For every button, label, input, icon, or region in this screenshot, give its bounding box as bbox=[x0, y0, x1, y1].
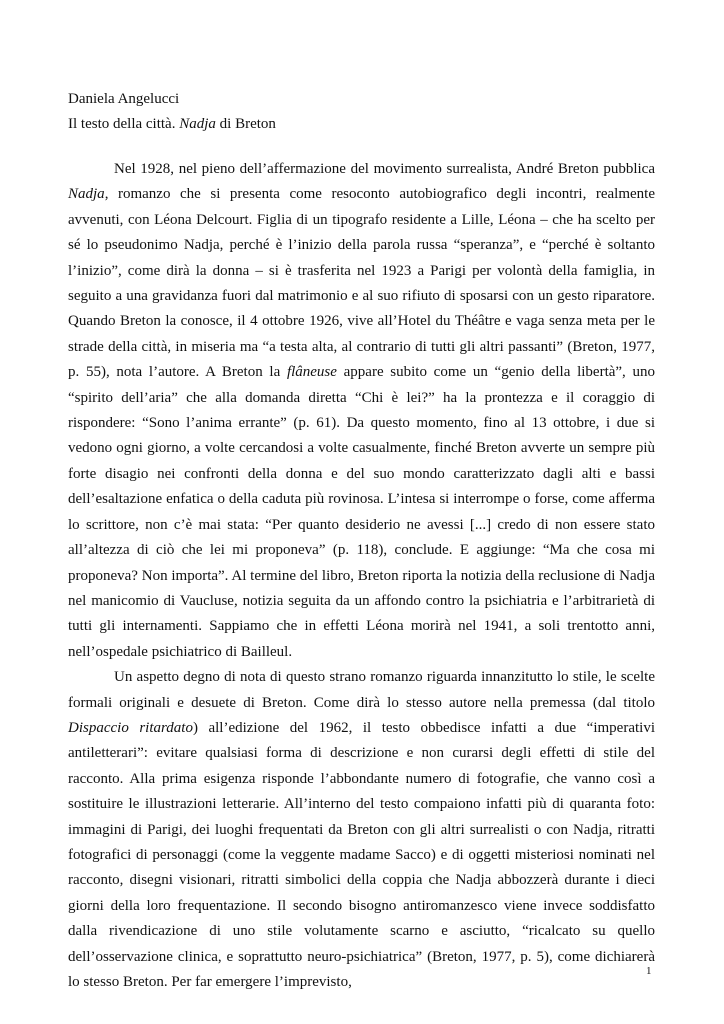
italic-text: Dispaccio ritardato bbox=[68, 719, 193, 736]
document-title bbox=[68, 112, 668, 137]
italic-text: Nadja bbox=[68, 186, 105, 203]
body-text bbox=[68, 157, 655, 995]
document-header bbox=[68, 87, 668, 137]
page-number: 1 bbox=[646, 965, 652, 977]
title-suffix: di Breton bbox=[215, 116, 276, 132]
title-italic: Nadja bbox=[179, 116, 216, 132]
italic-text: flâneuse bbox=[286, 364, 337, 381]
title-prefix: Il testo della città. bbox=[68, 116, 180, 132]
paragraph-text: Nel 1928, nel pieno dell’affermazione del movimento surrealista, André Breton pubblica bbox=[114, 161, 655, 177]
paragraph-text: ) all’edizione del 1962, il testo obbedisce infatti a due “imperativi antiletterari”: evitare qualsiasi forma di descrizione e non curarsi degli effetti di stile del racconto. Alla prima esigenza risponde l’abbondante numero di fotografie, che vanno così a sostituire le illustrazioni letterarie. All’interno del testo compaiono infatti più di quaranta foto: immagini di Parigi, dei luoghi frequentati da Breton con gli altri surrealisti o con Nadja, ritratti fotografici di personaggi (come la veggente madame Sacco) e di oggetti misteriosi nominati nel racconto, disegni visionari, ritratti simbolici della coppia che Nadja abbozzerà durante i dieci giorni della loro frequentazione. Il secondo bisogno antiromanzesco viene invece soddisfatto dalla rivendicazione di uno stile volutamente scarno e asciutto, “ricalcato su quello dell’osservazione clinica, e soprattutto neuro-psichiatrica” (Breton, 1977, p. 5), come dichiarerà lo stesso Breton. Per far emergere l’imprevisto, bbox=[68, 719, 655, 990]
author-name: Daniela Angelucci bbox=[68, 91, 180, 107]
paragraph-text: appare subito come un “genio della libertà”, uno “spirito dell’aria” che alla domanda diretta “Chi è lei?” ha la prontezza e il coraggio di rispondere: “Sono l’anima errante” (p. 61). Da questo momento, fino al 13 ottobre, i due si vedono ogni giorno, a volte cercandosi a volte casualmente, finché Breton avverte un sempre più forte disagio nei confronti della donna e del suo mondo caratterizzato dagli alti e bassi dell’esaltazione enfatica o della caduta più rovinosa. L’intesa si interrompe o forse, come afferma lo scrittore, non c’è mai stata: “Per quanto desiderio ne avessi [...] credo di non essere stato all’altezza di ciò che lei mi proponeva” (p. 118), conclude. E aggiunge: “Ma che cosa mi proponeva? Non importa”. Al termine del libro, Breton riporta la notizia della reclusione di Nadja nel manicomio di Vaucluse, notizia seguita da un affondo contro la psichiatria e l’arbitrarietà di tutti gli internamenti. Sappiamo che in effetti Léona morirà nel 1941, a soli trentotto anni, nell’ospedale psichiatrico di Bailleul. bbox=[68, 364, 655, 660]
paragraph-text: Un aspetto degno di nota di questo strano romanzo riguarda innanzitutto lo stile, le scelte formali originali e desuete di Breton. Come dirà lo stesso autore nella premessa (dal titolo bbox=[68, 669, 655, 711]
paragraph-text: , romanzo che si presenta come resoconto autobiografico degli incontri, realmente avvenuti, con Léona Delcourt. Figlia di un tipografo residente a Lille, Léona – che ha scelto per sé lo pseudonimo Nadja, perché è l’inizio della parola russa “speranza”, e “perché è soltanto l’inizio”, come dirà la donna – si è trasferita nel 1923 a Parigi per volontà della famiglia, in seguito a una gravidanza fuori dal matrimonio e al suo rifiuto di sposarsi con un gesto riparatore. Quando Breton la conosce, il 4 ottobre 1926, vive all’Hotel du Théâtre e vaga senza meta per le strade della città, in miseria ma “a testa alta, al contrario di tutti gli altri passanti” (Breton, 1977, p. 55), nota l’autore. A Breton la bbox=[68, 186, 655, 381]
paragraph bbox=[68, 665, 655, 995]
paragraph bbox=[68, 157, 655, 665]
